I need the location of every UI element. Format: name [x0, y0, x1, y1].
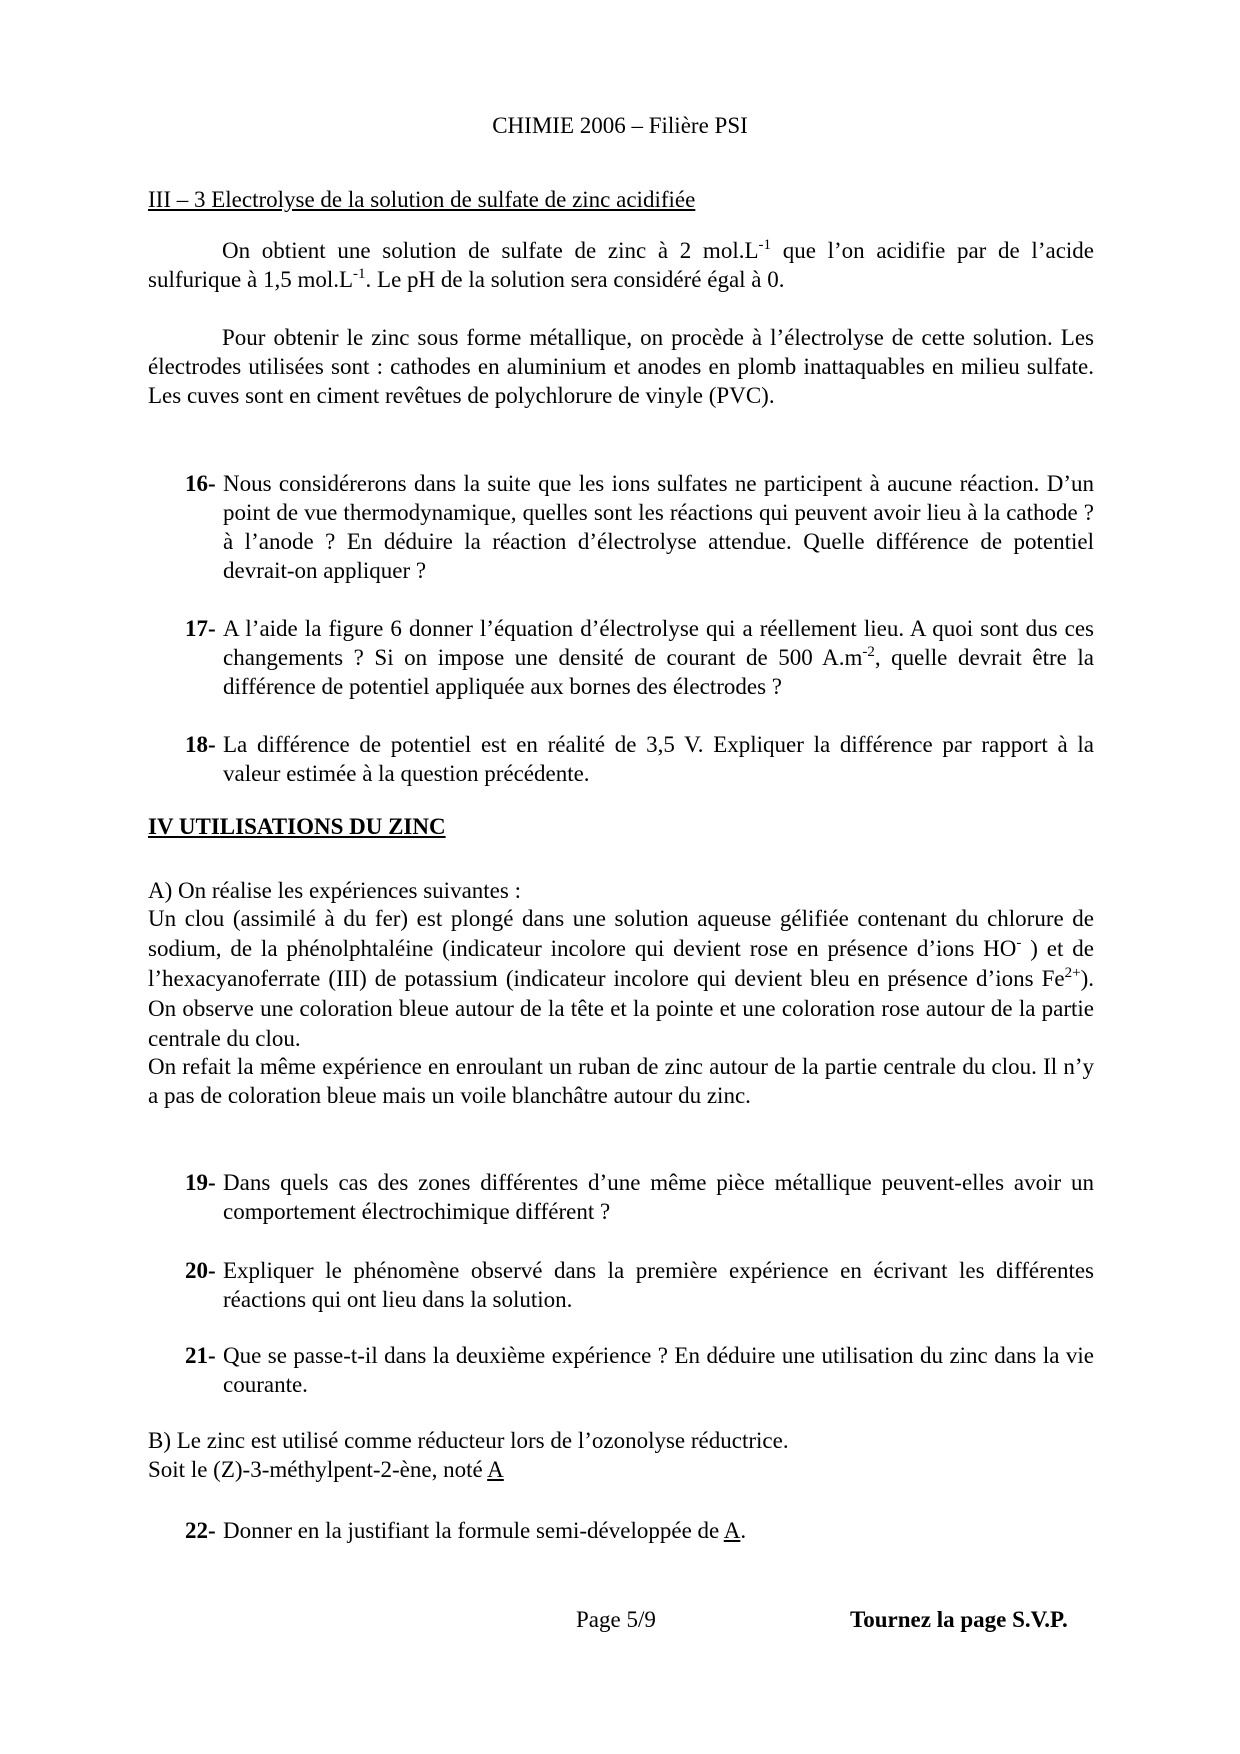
question-text: Dans quels cas des zones différentes d’une même pièce métallique peuvent-elles avoir un comportement électrochimique différent ?	[223, 1170, 1094, 1224]
question-number: 22-	[185, 1518, 216, 1543]
part-b-line-2: Soit le (Z)-3-méthylpent-2-ène, noté A	[148, 1457, 504, 1482]
question-22	[185, 1516, 1094, 1545]
question-text: A l’aide la figure 6 donner l’équation d’électrolyse qui a réellement lieu. A quoi sont dus ces changements ? Si on impose une densité de courant de 500 $A.m^{-2}$, quelle devrait être la différence de potentiel appliquée aux bornes des électrodes ?	[223, 616, 1094, 699]
turn-page-note: Tournez la page S.V.P.	[850, 1607, 1068, 1632]
question-text: La différence de potentiel est en réalité de 3,5 V. Expliquer la différence par rapport à la valeur estimée à la question précédente.	[223, 732, 1094, 786]
section-title-electrolyse: III – 3 Electrolyse de la solution de sulfate de zinc acidifiée	[148, 187, 696, 212]
paragraph-experience-1: Un clou (assimilé à du fer) est plongé dans une solution aqueuse gélifiée contenant du chlorure de sodium, de la phénolphtaléine (indicateur incolore qui devient rose en présence d’ions HO- ) et de l’hexacyanoferrate (III) de potassium (indicateur incolore qui devient bleu en présence d’ions $Fe^{2+}$). On observe une coloration bleue autour de la tête et la pointe et une coloration rose autour de la partie centrale du clou.	[148, 906, 1094, 1051]
section-title-utilisations: IV UTILISATIONS DU ZINC	[148, 814, 446, 839]
question-text: Nous considérerons dans la suite que les ions sulfates ne participent à aucune réaction. D’un point de vue thermodynamique, quelles sont les réactions qui peuvent avoir lieu à la cathode ? à l’anode ? En déduire la réaction d’électrolyse attendue. Quelle différence de potentiel devrait-on appliquer ?	[223, 471, 1094, 583]
page-number: Page 5/9	[576, 1607, 656, 1632]
paragraph-experience-2: On refait la même expérience en enroulant un ruban de zinc autour de la partie centrale du clou. Il n’y a pas de coloration bleue mais un voile blanchâtre autour du zinc.	[148, 1054, 1094, 1108]
question-text: Que se passe-t-il dans la deuxième expérience ? En déduire une utilisation du zinc dans la vie courante.	[223, 1343, 1094, 1397]
part-a-intro: A) On réalise les expériences suivantes :	[148, 878, 521, 903]
question-21	[185, 1341, 1094, 1399]
question-number: 16-	[185, 471, 216, 496]
question-17	[185, 614, 1094, 701]
question-text: Expliquer le phénomène observé dans la première expérience en écrivant les différentes réactions qui ont lieu dans la solution.	[223, 1258, 1094, 1312]
paragraph-solution: On obtient une solution de sulfate de zinc à 2 $mol.L^{-1}$ que l’on acidifie par de l’acide sulfurique à 1,5 $mol.L^{-1}$. Le pH de la solution sera considéré égal à 0.	[148, 237, 1094, 292]
question-number: 19-	[185, 1170, 216, 1195]
question-20	[185, 1256, 1094, 1314]
part-b-line-1: B) Le zinc est utilisé comme réducteur lors de l’ozonolyse réductrice.	[148, 1428, 789, 1453]
page-header: CHIMIE 2006 – Filière PSI	[492, 113, 748, 138]
question-number: 18-	[185, 732, 216, 757]
question-number: 17-	[185, 616, 216, 641]
question-19	[185, 1168, 1094, 1226]
question-text: Donner en la justifiant la formule semi-développée de A.	[223, 1518, 747, 1543]
question-16	[185, 469, 1094, 585]
question-number: 20-	[185, 1258, 216, 1283]
question-number: 21-	[185, 1343, 216, 1368]
paragraph-electrolyse: Pour obtenir le zinc sous forme métallique, on procède à l’électrolyse de cette solution. Les électrodes utilisées sont : cathodes en aluminium et anodes en plomb inattaquables en milieu sulfate. Les cuves sont en ciment revêtues de polychlorure de vinyle (PVC).	[148, 325, 1094, 408]
question-18	[185, 730, 1094, 788]
